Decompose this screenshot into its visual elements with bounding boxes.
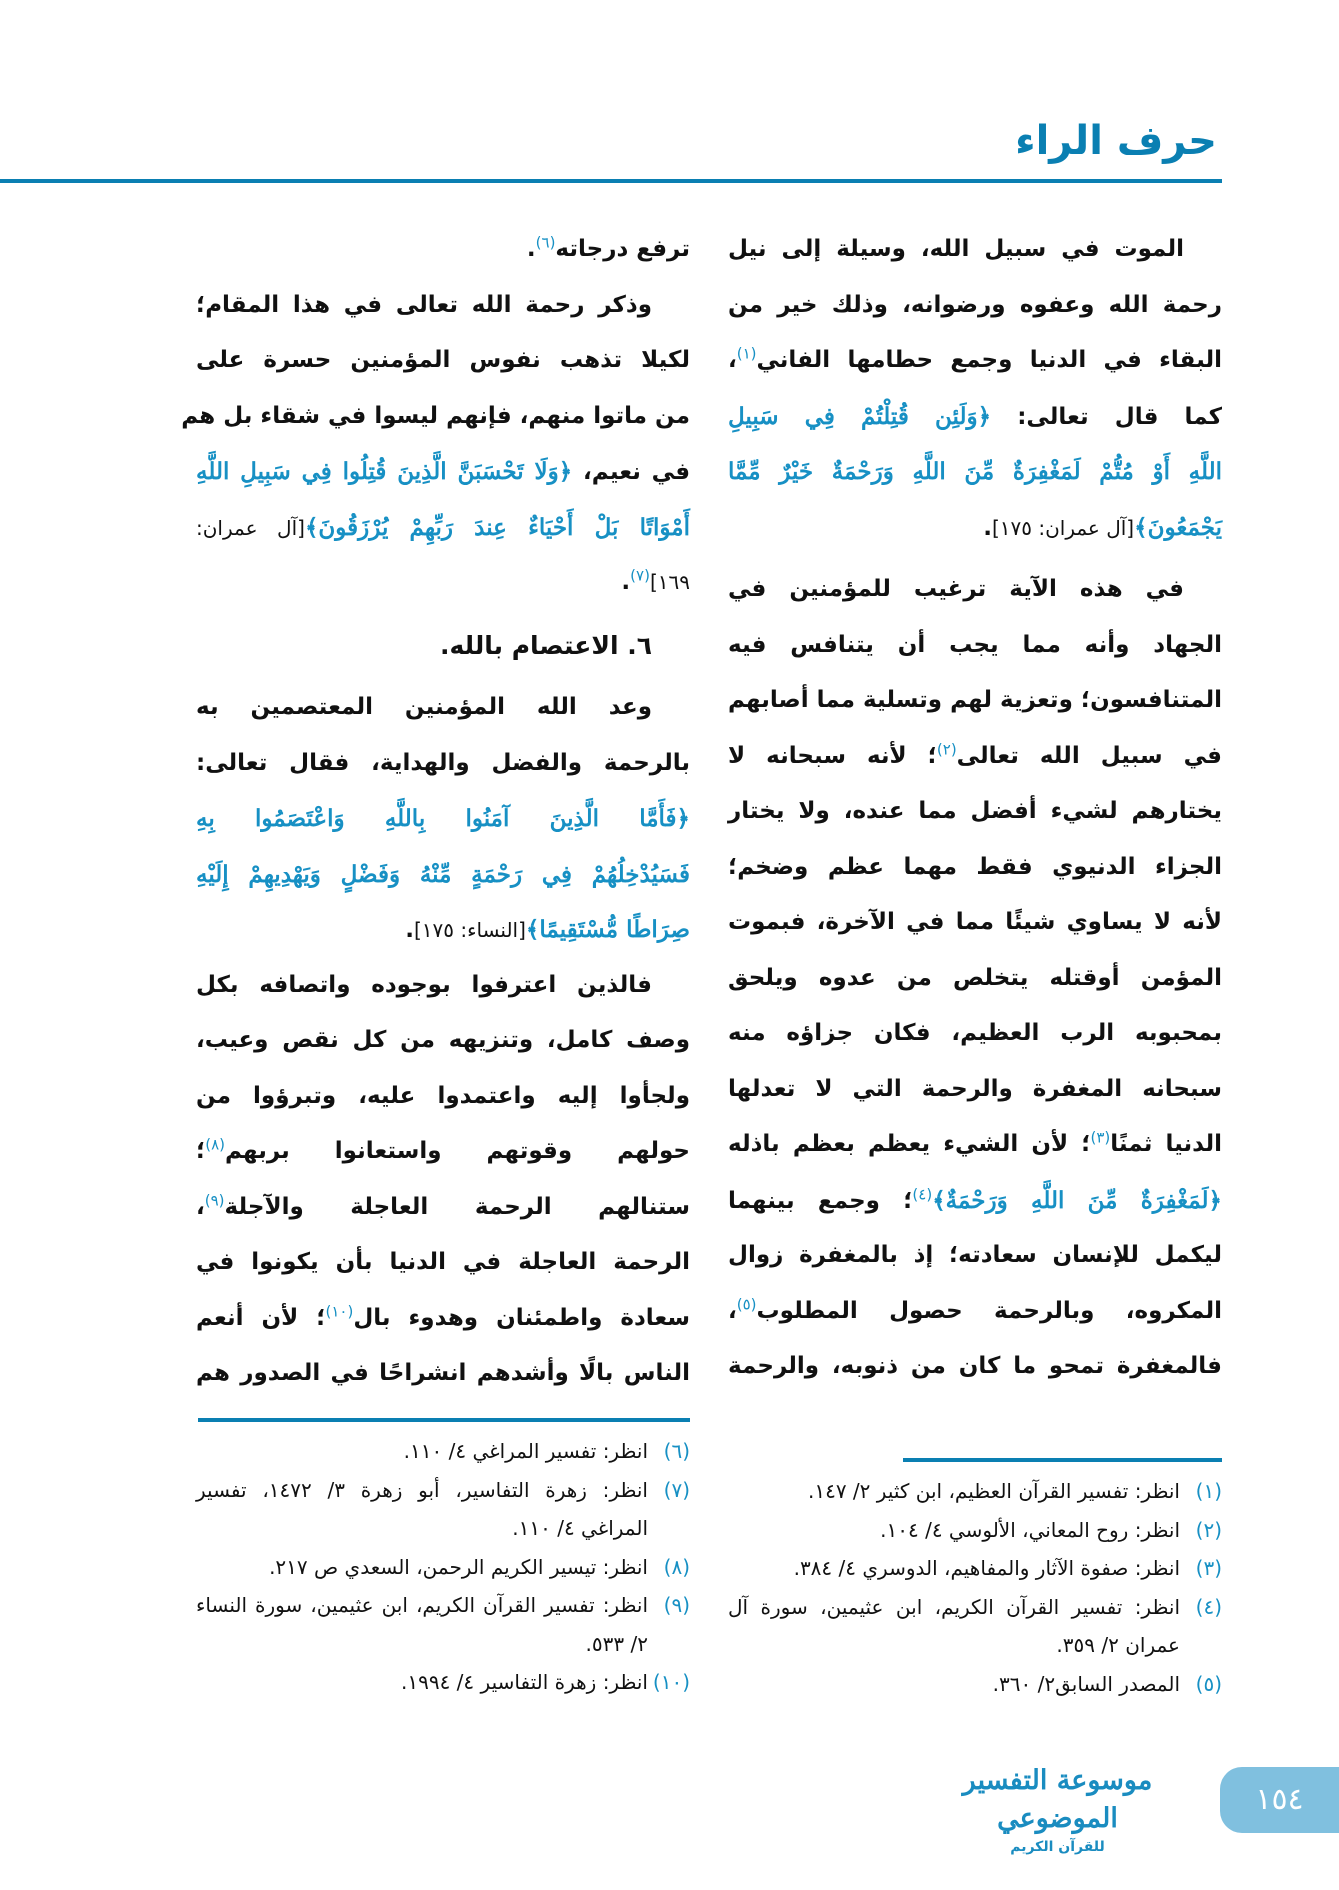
body-text: وصف كامل، وتنزيهه من كل نقص وعيب، bbox=[196, 1027, 690, 1053]
text-line bbox=[196, 1180, 690, 1236]
footnote bbox=[728, 1588, 1222, 1665]
body-text: ولجأوا إليه واعتمدوا عليه، وتبرؤوا من bbox=[196, 1082, 690, 1109]
footnote-number: (٦) bbox=[663, 1439, 690, 1463]
footnote-marker[interactable]: (٩) bbox=[204, 1190, 225, 1209]
footnote bbox=[196, 1432, 690, 1471]
text-line bbox=[196, 736, 690, 792]
footnote bbox=[196, 1548, 690, 1587]
text-line bbox=[728, 1006, 1222, 1062]
footnote-marker[interactable]: (٣) bbox=[1090, 1128, 1111, 1147]
text-line bbox=[728, 1117, 1222, 1173]
quran-verse: أَمْوَاتًا بَلْ أَحْيَاءٌ عِندَ رَبِّهِمْ يُرْزَقُونَ﴾ bbox=[304, 513, 690, 541]
text-line bbox=[728, 673, 1222, 729]
body-text: سبحانه المغفرة والرحمة التي لا تعدلها bbox=[728, 1075, 1222, 1102]
body-text: كما قال تعالى: bbox=[991, 403, 1222, 430]
text-line bbox=[728, 1339, 1222, 1395]
body-text: المؤمن أوقتله يتخلص من عدوه ويلحق bbox=[728, 964, 1222, 991]
body-text: لأنه لا يساوي شيئًا مما في الآخرة، فبموت bbox=[728, 909, 1222, 935]
footnotes-left bbox=[196, 1432, 690, 1702]
body-text: . bbox=[621, 569, 631, 595]
footnote-number: (٥) bbox=[1195, 1671, 1222, 1696]
footnote-marker[interactable]: (٨) bbox=[205, 1135, 225, 1154]
body-text: سعادة واطمئنان وهدوء بال bbox=[353, 1304, 690, 1331]
left-text-column bbox=[181, 222, 690, 1402]
text-line bbox=[196, 1124, 690, 1180]
text-line bbox=[196, 902, 690, 958]
text-line bbox=[728, 562, 1222, 618]
footnote bbox=[728, 1549, 1222, 1588]
footnote-number: (٨) bbox=[663, 1554, 690, 1579]
body-text: الجزاء الدنيوي فقط مهما عظم وضخم؛ bbox=[728, 853, 1222, 880]
text-line bbox=[728, 1173, 1222, 1229]
body-text: حولهم وقوتهم واستعانوا بربهم bbox=[224, 1138, 690, 1164]
body-text: الناس بالًا وأشدهم انشراحًا في الصدور هم bbox=[196, 1360, 690, 1386]
body-text: ؛ وجمع بينهما bbox=[728, 1187, 913, 1214]
text-line bbox=[728, 389, 1222, 445]
body-text: ؛ لأن أنعم bbox=[196, 1304, 326, 1331]
text-line bbox=[196, 847, 690, 903]
footnote-text: انظر: زهرة التفاسير ٤/ ١٩٩٤. bbox=[400, 1670, 648, 1694]
logo-subtitle: للقرآن الكريم bbox=[1010, 1839, 1105, 1855]
footnote-number: (٢) bbox=[1195, 1517, 1222, 1542]
footnote-marker[interactable]: (٧) bbox=[630, 566, 650, 585]
footnote-marker[interactable]: (٦) bbox=[535, 233, 556, 252]
quran-verse: ﴿وَلَئِن قُتِلْتُمْ فِي سَبِيلِ bbox=[728, 402, 992, 430]
logo-title: موسوعة التفسير الموضوعي bbox=[962, 1765, 1153, 1834]
body-text: . bbox=[983, 514, 992, 541]
body-text: ستنالهم الرحمة العاجلة والآجلة bbox=[224, 1193, 690, 1220]
body-text: الموت في سبيل الله، وسيلة إلى نيل bbox=[728, 236, 1184, 262]
section-heading bbox=[196, 618, 690, 674]
footnote-marker[interactable]: (٢) bbox=[936, 739, 957, 758]
text-line bbox=[196, 444, 690, 500]
chapter-title: حرف الراء bbox=[1015, 118, 1217, 164]
text-line bbox=[728, 729, 1222, 785]
text-line bbox=[728, 1062, 1222, 1118]
body-text: الدنيا ثمنًا bbox=[1110, 1131, 1222, 1157]
footnote-number: (٩) bbox=[663, 1593, 690, 1617]
body-text: . bbox=[526, 236, 536, 262]
page-number: ١٥٤ bbox=[1220, 1767, 1339, 1833]
footnote-text: انظر: تفسير القرآن الكريم، ابن عثيمين، سورة النساء ٢/ ٥٣٣. bbox=[196, 1593, 648, 1656]
body-text: الجهاد وأنه مما يجب أن يتنافس فيه bbox=[728, 631, 1222, 658]
footnote-text: انظر: تفسير القرآن العظيم، ابن كثير ٢/ ١٤٧. bbox=[807, 1479, 1180, 1503]
footnote bbox=[196, 1663, 690, 1702]
footnote-number: (٤) bbox=[1195, 1594, 1222, 1619]
body-text: بالرحمة والفضل والهداية، فقال تعالى: bbox=[196, 749, 690, 776]
body-text: في نعيم، bbox=[572, 459, 690, 485]
body-text: وذكر رحمة الله تعالى في هذا المقام؛ bbox=[196, 291, 652, 318]
footnote-marker[interactable]: (١) bbox=[736, 344, 757, 363]
text-line bbox=[196, 222, 690, 278]
verse-reference: [آل عمران: bbox=[196, 515, 305, 540]
body-text: المكروه، وبالرحمة حصول المطلوب bbox=[756, 1297, 1222, 1324]
text-line bbox=[728, 784, 1222, 840]
footnote-text: المصدر السابق٢/ ٣٦٠. bbox=[992, 1671, 1180, 1696]
footnote-text: انظر: تفسير المراغي ٤/ ١١٠. bbox=[403, 1439, 648, 1463]
footnote-text: انظر: روح المعاني، الألوسي ٤/ ١٠٤. bbox=[880, 1517, 1180, 1542]
footnote-number: (٧) bbox=[663, 1477, 690, 1502]
body-text: ؛ bbox=[196, 1138, 206, 1164]
body-text: في هذه الآية ترغيب للمؤمنين في bbox=[728, 576, 1184, 602]
body-text: . bbox=[405, 917, 414, 943]
text-line bbox=[196, 1013, 690, 1069]
footnote bbox=[728, 1511, 1222, 1550]
text-line bbox=[196, 680, 690, 736]
text-line bbox=[728, 1284, 1222, 1340]
footnote bbox=[728, 1665, 1222, 1704]
quran-verse: ﴿وَلَا تَحْسَبَنَّ الَّذِينَ قُتِلُوا فِي سَبِيلِ اللَّهِ bbox=[196, 458, 573, 485]
footnote-text: انظر: تيسير الكريم الرحمن، السعدي ص ٢١٧. bbox=[269, 1554, 648, 1579]
text-line bbox=[196, 555, 690, 611]
body-text: البقاء في الدنيا وجمع حطامها الفاني bbox=[756, 347, 1222, 373]
body-text: يختارهم لشيء أفضل مما عنده، ولا يختار bbox=[728, 798, 1222, 824]
verse-reference: [آل عمران: ١٧٥] bbox=[991, 515, 1135, 540]
text-line bbox=[728, 278, 1222, 334]
quran-verse: يَجْمَعُونَ﴾ bbox=[1134, 513, 1222, 541]
footnote bbox=[728, 1472, 1222, 1511]
footnote-number: (٣) bbox=[1195, 1556, 1222, 1580]
quran-verse: اللَّهِ أَوْ مُتُّمْ لَمَغْفِرَةٌ مِّنَ اللَّهِ وَرَحْمَةٌ خَيْرٌ مِّمَّا bbox=[728, 458, 1222, 485]
header-rule bbox=[0, 179, 1222, 183]
footnotes-right bbox=[728, 1472, 1222, 1703]
footnote-marker[interactable]: (٤) bbox=[912, 1184, 933, 1203]
verse-reference: [النساء: ١٧٥] bbox=[413, 918, 526, 942]
text-line bbox=[728, 1228, 1222, 1284]
text-line bbox=[196, 791, 690, 847]
body-text: وعد الله المؤمنين المعتصمين به bbox=[196, 694, 652, 720]
text-line bbox=[728, 500, 1222, 556]
text-line bbox=[728, 444, 1222, 500]
footnote-marker[interactable]: (١٠) bbox=[325, 1301, 354, 1320]
text-line bbox=[728, 951, 1222, 1007]
quran-verse: ﴿فَأَمَّا الَّذِينَ آمَنُوا بِاللَّهِ وَاعْتَصَمُوا بِهِ bbox=[196, 805, 690, 832]
body-text: رحمة الله وعفوه ورضوانه، وذلك خير من bbox=[728, 291, 1222, 318]
text-line bbox=[728, 333, 1222, 389]
text-line bbox=[196, 278, 690, 334]
quran-verse: فَسَيُدْخِلُهُمْ فِي رَحْمَةٍ مِّنْهُ وَفَضْلٍ وَيَهْدِيهِمْ إِلَيْهِ bbox=[196, 860, 690, 888]
body-text: فالمغفرة تمحو ما كان من ذنوبه، والرحمة bbox=[728, 1353, 1222, 1379]
right-text-column bbox=[728, 222, 1222, 1395]
footnote bbox=[196, 1471, 690, 1548]
text-line bbox=[196, 958, 690, 1014]
footnote-number: (١٠) bbox=[652, 1670, 690, 1694]
body-text: ؛ لأنه سبحانه لا bbox=[728, 742, 937, 769]
text-line bbox=[196, 333, 690, 389]
text-line bbox=[196, 1291, 690, 1347]
text-line bbox=[196, 1346, 690, 1402]
body-text: لكيلا تذهب نفوس المؤمنين حسرة على bbox=[196, 347, 690, 373]
text-line bbox=[196, 1069, 690, 1125]
text-line bbox=[728, 222, 1222, 278]
encyclopedia-logo bbox=[930, 1762, 1185, 1856]
body-text: ، bbox=[196, 1193, 205, 1220]
body-text: فالذين اعترفوا بوجوده واتصافه بكل bbox=[196, 971, 652, 998]
text-line bbox=[728, 618, 1222, 674]
body-text: في سبيل الله تعالى bbox=[956, 742, 1222, 769]
body-text: ؛ لأن الشيء يعظم بعظم باذله bbox=[728, 1131, 1091, 1157]
body-text: بمحبوبه الرب العظيم، فكان جزاؤه منه bbox=[728, 1020, 1222, 1046]
body-text: الرحمة العاجلة في الدنيا بأن يكونوا في bbox=[196, 1249, 690, 1275]
footnote-separator-left bbox=[198, 1418, 690, 1422]
body-text: ليكمل للإنسان سعادته؛ إذ بالمغفرة زوال bbox=[728, 1242, 1222, 1268]
footnote-text: انظر: تفسير القرآن الكريم، ابن عثيمين، سورة آل عمران ٢/ ٣٥٩. bbox=[728, 1594, 1180, 1657]
verse-reference: ١٦٩] bbox=[649, 570, 690, 594]
body-text: ، bbox=[728, 347, 737, 373]
text-line bbox=[196, 1235, 690, 1291]
body-text: المتنافسون؛ وتعزية لهم وتسلية مما أصابهم bbox=[728, 687, 1222, 713]
text-line bbox=[181, 389, 690, 445]
text-line bbox=[728, 895, 1222, 951]
footnote-separator-right bbox=[903, 1458, 1222, 1462]
footnote-marker[interactable]: (٥) bbox=[736, 1294, 757, 1313]
footnote-text: انظر: زهرة التفاسير، أبو زهرة ٣/ ١٤٧٢، تفسير المراغي ٤/ ١١٠. bbox=[196, 1477, 648, 1540]
footnote bbox=[196, 1586, 690, 1663]
text-line bbox=[728, 840, 1222, 896]
quran-verse: ﴿لَمَغْفِرَةٌ مِّنَ اللَّهِ وَرَحْمَةٌ﴾ bbox=[932, 1186, 1223, 1214]
footnote-text: انظر: صفوة الآثار والمفاهيم، الدوسري ٤/ ٣٨٤. bbox=[793, 1556, 1180, 1580]
body-text: ٦. الاعتصام بالله. bbox=[439, 630, 652, 660]
quran-verse: صِرَاطًا مُّسْتَقِيمًا﴾ bbox=[525, 916, 690, 943]
text-line bbox=[196, 500, 690, 556]
body-text: ، bbox=[728, 1297, 737, 1324]
body-text: من ماتوا منهم، فإنهم ليسوا في شقاء بل هم bbox=[181, 402, 690, 429]
footnote-number: (١) bbox=[1195, 1479, 1222, 1503]
body-text: ترفع درجاته bbox=[555, 236, 690, 262]
